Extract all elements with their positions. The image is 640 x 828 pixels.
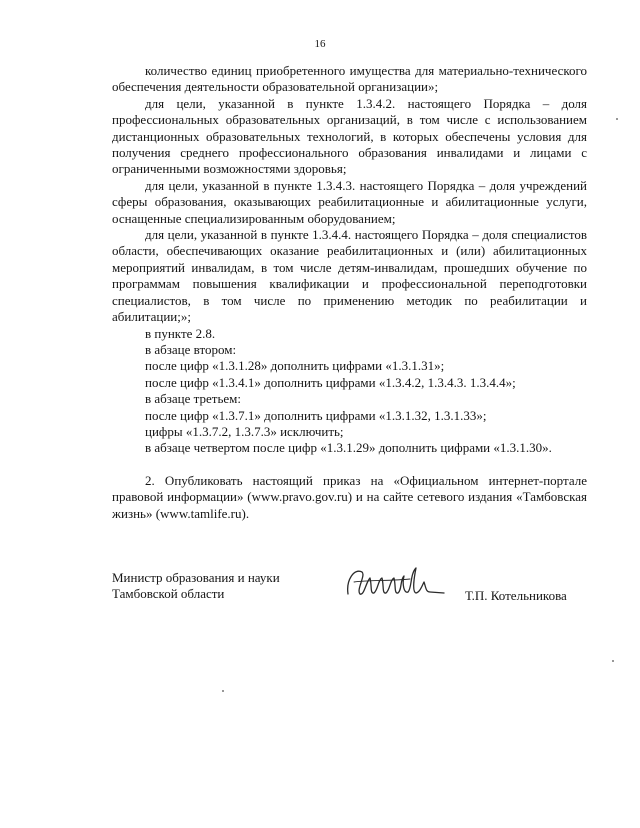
scan-speck bbox=[616, 118, 618, 120]
position-line-1: Министр образования и науки bbox=[112, 570, 280, 585]
signatory-position bbox=[112, 570, 280, 603]
amendment-line-5: в абзаце третьем: bbox=[145, 391, 241, 407]
paragraph-2: для цели, указанной в пункте 1.3.4.2. настоящего Порядка – доля профессиональных образовательных организаций, в том числе с использованием дистанционных образовательных технологий, в которых обеспечены условия для получения среднего профессионального образования инвалидами и лицами с ограниченными возможностями здоровья; bbox=[112, 95, 587, 177]
amendment-line-8: в абзаце четвертом после цифр «1.3.1.29» дополнить цифрами «1.3.1.30». bbox=[145, 440, 552, 456]
amendment-line-3: после цифр «1.3.1.28» дополнить цифрами «1.3.1.31»; bbox=[145, 358, 445, 374]
scan-speck bbox=[222, 690, 224, 692]
amendment-line-4: после цифр «1.3.4.1» дополнить цифрами «1.3.4.2, 1.3.4.3. 1.3.4.4»; bbox=[145, 374, 516, 390]
publication-paragraph: 2. Опубликовать настоящий приказ на «Официальном интернет-портале правовой информации» (www.pravo.gov.ru) и на сайте сетевого издания «Тамбовская жизнь» (www.tamlife.ru). bbox=[112, 472, 587, 521]
position-line-2: Тамбовской области bbox=[112, 586, 225, 602]
paragraph-1: количество единиц приобретенного имущества для материально-технического обеспечения деятельности образовательной организации»; bbox=[112, 63, 587, 95]
scan-speck bbox=[612, 660, 614, 662]
amendment-line-2: в абзаце втором: bbox=[145, 341, 237, 357]
paragraph-3: для цели, указанной в пункте 1.3.4.3. настоящего Порядка – доля учреждений сферы образования, оказывающих реабилитационные и абилитационные услуги, оснащенные специализированным оборудованием; bbox=[112, 177, 587, 226]
amendment-line-1: в пункте 2.8. bbox=[145, 325, 216, 341]
paragraph-4: для цели, указанной в пункте 1.3.4.4. настоящего Порядка – доля специалистов области, обеспечивающих оказание реабилитационных и (или) абилитационных мероприятий инвалидам, в том числе детям-инвалидам, прошедших обучение по программам повышения квалификации и профессиональной переподготовки специалистов, в том числе по применению методик по реабилитации и абилитации;»; bbox=[112, 227, 587, 325]
document-body bbox=[112, 63, 587, 522]
amendment-line-7: цифры «1.3.7.2, 1.3.7.3» исключить; bbox=[145, 423, 344, 439]
signatory-name: Т.П. Котельникова bbox=[465, 588, 567, 603]
page-number: 16 bbox=[314, 38, 326, 50]
amendment-line-6: после цифр «1.3.7.1» дополнить цифрами «1.3.1.32, 1.3.1.33»; bbox=[145, 407, 487, 423]
handwritten-signature bbox=[340, 560, 450, 608]
